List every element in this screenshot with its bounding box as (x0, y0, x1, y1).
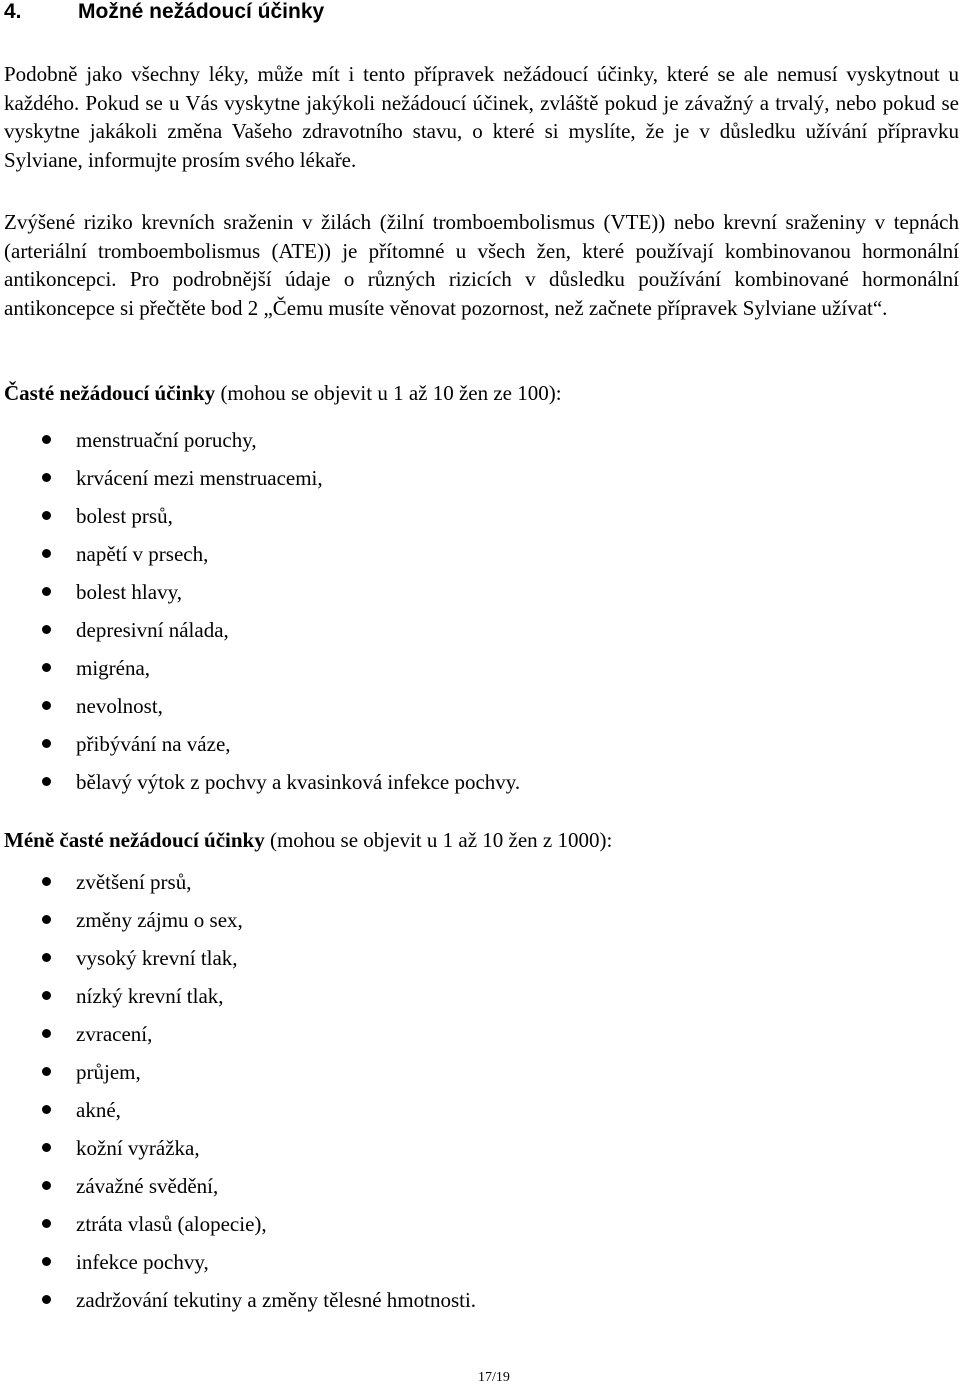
list-item-text: bělavý výtok z pochvy a kvasinková infekce pochvy. (76, 770, 521, 794)
list-item-text: depresivní nálada, (76, 618, 229, 642)
list-item (0, 942, 476, 980)
list-item (0, 1246, 476, 1284)
list-item (0, 538, 520, 576)
list-item (0, 1208, 476, 1246)
bullet-icon (42, 701, 51, 710)
list-item-text: závažné svědění, (76, 1174, 219, 1198)
list-item (0, 1018, 476, 1056)
list-item-text: bolest prsů, (76, 504, 173, 528)
list-item (0, 614, 520, 652)
list-item (0, 690, 520, 728)
list-item (0, 866, 476, 904)
list-item-text: bolest hlavy, (76, 580, 182, 604)
list-item (0, 1132, 476, 1170)
uncommon-effects-list (0, 866, 476, 1322)
bullet-icon (42, 1181, 51, 1190)
bullet-icon (42, 1105, 51, 1114)
list-item-text: zvětšení prsů, (76, 870, 192, 894)
section-number: 4. (4, 0, 22, 23)
list-item-text: nevolnost, (76, 694, 163, 718)
list-item (0, 728, 520, 766)
list-item (0, 462, 520, 500)
section-title: Možné nežádoucí účinky (78, 0, 325, 23)
list-item (0, 766, 520, 804)
list-item-text: přibývání na váze, (76, 732, 231, 756)
list-item (0, 1284, 476, 1322)
list-item-text: zadržování tekutiny a změny tělesné hmotnosti. (76, 1288, 477, 1312)
bullet-icon (42, 663, 51, 672)
list-item-text: ztráta vlasů (alopecie), (76, 1212, 267, 1236)
list-item-text: menstruační poruchy, (76, 428, 257, 452)
list-item-text: krvácení mezi menstruacemi, (76, 466, 323, 490)
bullet-icon (42, 511, 51, 520)
list-item-text: migréna, (76, 656, 151, 680)
bullet-icon (42, 1219, 51, 1228)
bullet-icon (42, 1143, 51, 1152)
list-item-text: kožní vyrážka, (76, 1136, 200, 1160)
uncommon-effects-heading (4, 826, 612, 854)
uncommon-effects-heading-rest: (mohou se objevit u 1 až 10 žen z 1000): (264, 828, 613, 852)
list-item (0, 424, 520, 462)
uncommon-effects-heading-bold: Méně časté nežádoucí účinky (4, 828, 265, 852)
list-item-text: vysoký krevní tlak, (76, 946, 238, 970)
list-item-text: napětí v prsech, (76, 542, 209, 566)
list-item-text: infekce pochvy, (76, 1250, 209, 1274)
bullet-icon (42, 739, 51, 748)
list-item (0, 500, 520, 538)
list-item (0, 652, 520, 690)
bullet-icon (42, 587, 51, 596)
bullet-icon (42, 877, 51, 886)
list-item-text: nízký krevní tlak, (76, 984, 224, 1008)
intro-paragraph: Podobně jako všechny léky, může mít i tento přípravek nežádoucí účinky, které se ale nemusí vyskytnout u každého. Pokud se u Vás vyskytne jakýkoli nežádoucí účinek, zvláště pokud je závažný a trvalý, nebo pokud se vyskytne jakákoli změna Vašeho zdravotního stavu, o které si myslíte, že je v důsledku užívání přípravku Sylviane, informujte prosím svého lékaře. (4, 62, 959, 172)
page-number: 17/19 (478, 1370, 510, 1385)
bullet-icon (42, 915, 51, 924)
common-effects-heading-rest: (mohou se objevit u 1 až 10 žen ze 100): (215, 381, 562, 405)
list-item (0, 1056, 476, 1094)
bullet-icon (42, 991, 51, 1000)
risk-paragraph: Zvýšené riziko krevních sraženin v žilách (žilní tromboembolismus (VTE)) nebo krevní sraženiny v tepnách (arteriální tromboembolismus (ATE)) je přítomné u všech žen, které používají kombinovanou hormonální antikoncepci. Pro podrobnější údaje o různých rizicích v důsledku používání kombinované hormonální antikoncepce si přečtěte bod 2 „Čemu musíte věnovat pozornost, než začnete přípravek Sylviane užívat“. (4, 210, 959, 320)
list-item-text: akné, (76, 1098, 121, 1122)
bullet-icon (42, 473, 51, 482)
list-item (0, 576, 520, 614)
bullet-icon (42, 1257, 51, 1266)
bullet-icon (42, 1295, 51, 1304)
list-item-text: zvracení, (76, 1022, 153, 1046)
list-item (0, 980, 476, 1018)
bullet-icon (42, 953, 51, 962)
common-effects-list (0, 424, 520, 804)
list-item (0, 904, 476, 942)
bullet-icon (42, 1029, 51, 1038)
bullet-icon (42, 435, 51, 444)
list-item (0, 1094, 476, 1132)
bullet-icon (42, 777, 51, 786)
list-item-text: průjem, (76, 1060, 141, 1084)
list-item (0, 1170, 476, 1208)
common-effects-heading-bold: Časté nežádoucí účinky (4, 381, 216, 405)
bullet-icon (42, 1067, 51, 1076)
list-item-text: změny zájmu o sex, (76, 908, 243, 932)
section-heading (4, 0, 324, 26)
bullet-icon (42, 549, 51, 558)
common-effects-heading (4, 379, 562, 407)
bullet-icon (42, 625, 51, 634)
